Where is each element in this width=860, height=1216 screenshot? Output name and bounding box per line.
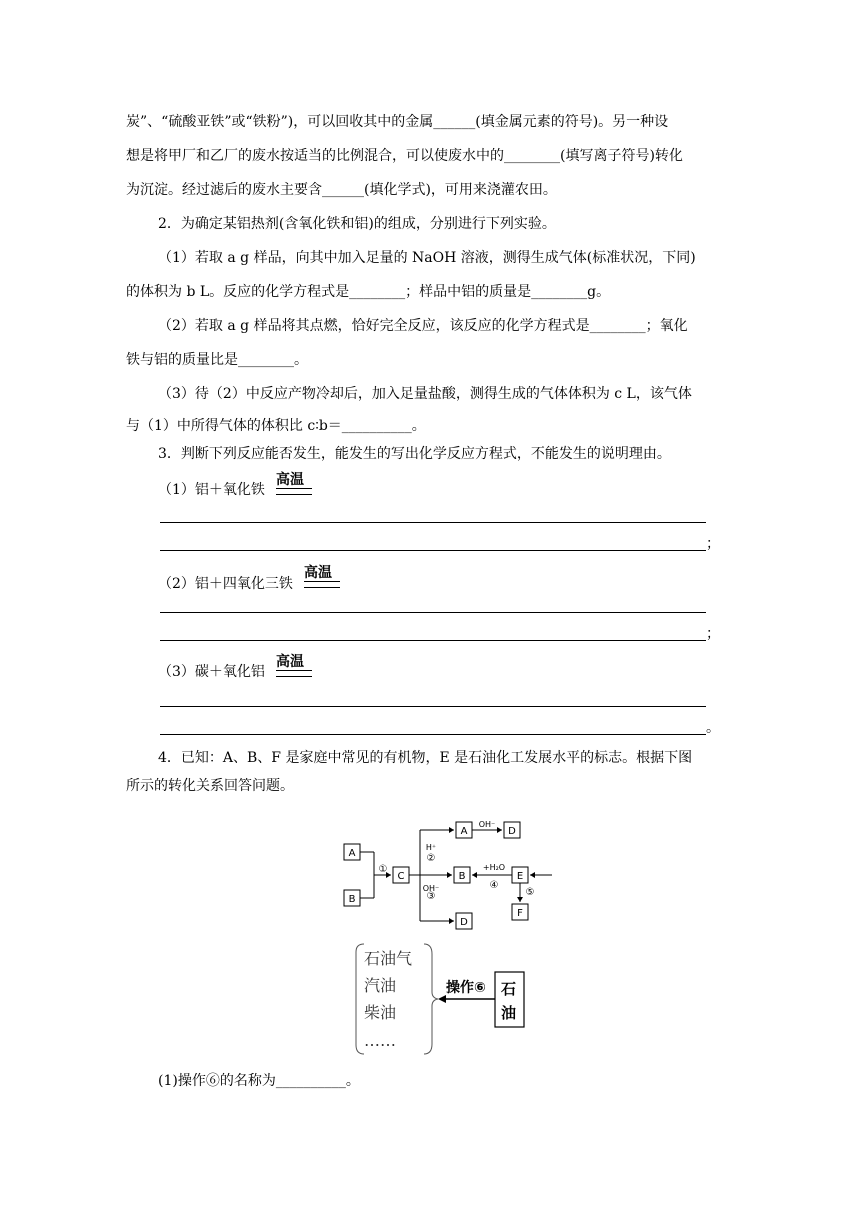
product-2: 汽油: [364, 976, 397, 995]
q2-part3-line1: （3）待（2）中反应产物冷却后，加入足量盐酸，测得生成的气体体积为 c L，该气体: [158, 386, 692, 402]
q2-stem: 2．为确定某铝热剂(含氧化铁和铝)的组成，分别进行下列实验。: [158, 216, 556, 232]
label-b-left: B: [348, 894, 356, 905]
q3-item3-condition: 高温: [276, 651, 304, 671]
q2-part1-line2: 的体积为 b L。反应的化学方程式是________；样品中铝的质量是________g。: [126, 284, 611, 300]
q2-part1-line1: （1）若取 a g 样品，向其中加入足量的 NaOH 溶液，测得生成气体(标准状况，下同): [158, 250, 696, 266]
q3-item2-answer-line-2: [160, 640, 706, 641]
q3-item3-label: （3）碳＋氧化铝: [158, 664, 265, 680]
q3-item3-answer-line-1: [160, 706, 706, 707]
label-a-top: A: [460, 826, 468, 837]
q4-sub1: (1)操作⑥的名称为__________。: [158, 1073, 360, 1089]
label-a-left: A: [348, 848, 356, 859]
q3-item1-end: ；: [706, 536, 720, 552]
step-5: ⑤: [525, 887, 535, 898]
q4-stem-line2: 所示的转化关系回答问题。: [126, 778, 294, 794]
step-4: ④: [489, 880, 499, 891]
operation-label: 操作⑥: [446, 980, 486, 996]
product-1: 石油气: [364, 949, 413, 968]
q3-item3-answer-line-2: [160, 734, 706, 735]
q3-item2-end: ；: [706, 626, 720, 642]
q3-item1-label: （1）铝＋氧化铁: [158, 482, 265, 498]
q3-item1-answer-line-2: [160, 550, 706, 551]
label-d-top: D: [508, 826, 516, 837]
step-2: ②: [426, 853, 436, 864]
label-c: C: [397, 871, 405, 882]
label-e: E: [516, 871, 524, 882]
q3-item3-end: 。: [706, 720, 720, 736]
q3-item2-label: （2）铝＋四氧化三铁: [158, 576, 293, 592]
reaction-diagram: [330, 808, 570, 932]
q2-part3-line2: 与（1）中所得气体的体积比 c∶b＝__________。: [126, 418, 426, 434]
label-oh-branch: OH⁻: [422, 884, 440, 893]
product-3: 柴油: [364, 1003, 397, 1022]
label-f: F: [517, 908, 523, 919]
q3-item2-condition: 高温: [304, 562, 332, 582]
label-oh-top: OH⁻: [478, 820, 496, 829]
petroleum-char-2: 油: [501, 1004, 517, 1022]
label-h-plus: H⁺: [425, 843, 437, 852]
q3-item1-condition: 高温: [276, 469, 304, 489]
q2-part2-line2: 铁与铝的质量比是________。: [126, 352, 308, 368]
q1-line-2: 想是将甲厂和乙厂的废水按适当的比例混合，可以使废水中的________(填写离子符号)转化: [126, 148, 683, 164]
label-b-mid: B: [458, 871, 466, 882]
left-brace: [356, 944, 364, 1054]
q3-item1-answer-line-1: [160, 522, 706, 523]
right-brace: [424, 944, 438, 1054]
petroleum-char-1: 石: [501, 980, 517, 998]
label-water: +H₂O: [482, 863, 506, 872]
step-3: ③: [426, 891, 436, 902]
q2-part2-line1: （2）若取 a g 样品将其点燃，恰好完全反应，该反应的化学方程式是________；氧化: [158, 318, 688, 334]
q1-line-1: 炭”、“硫酸亚铁”或“铁粉”)，可以回收其中的金属______(填金属元素的符号)。另一种设: [126, 114, 669, 130]
distillation-diagram: [350, 940, 540, 1060]
product-4: ……: [364, 1031, 396, 1050]
step-1: ①: [378, 864, 388, 875]
q1-line-3: 为沉淀。经过滤后的废水主要含______(填化学式)，可用来浇灌农田。: [126, 182, 557, 198]
q4-stem-line1: 4．已知：A、B、F 是家庭中常见的有机物，E 是石油化工发展水平的标志。根据下图: [158, 750, 693, 766]
q3-item2-answer-line-1: [160, 612, 706, 613]
q3-stem: 3．判断下列反应能否发生，能发生的写出化学反应方程式，不能发生的说明理由。: [158, 446, 671, 462]
label-d-bottom: D: [460, 917, 468, 928]
